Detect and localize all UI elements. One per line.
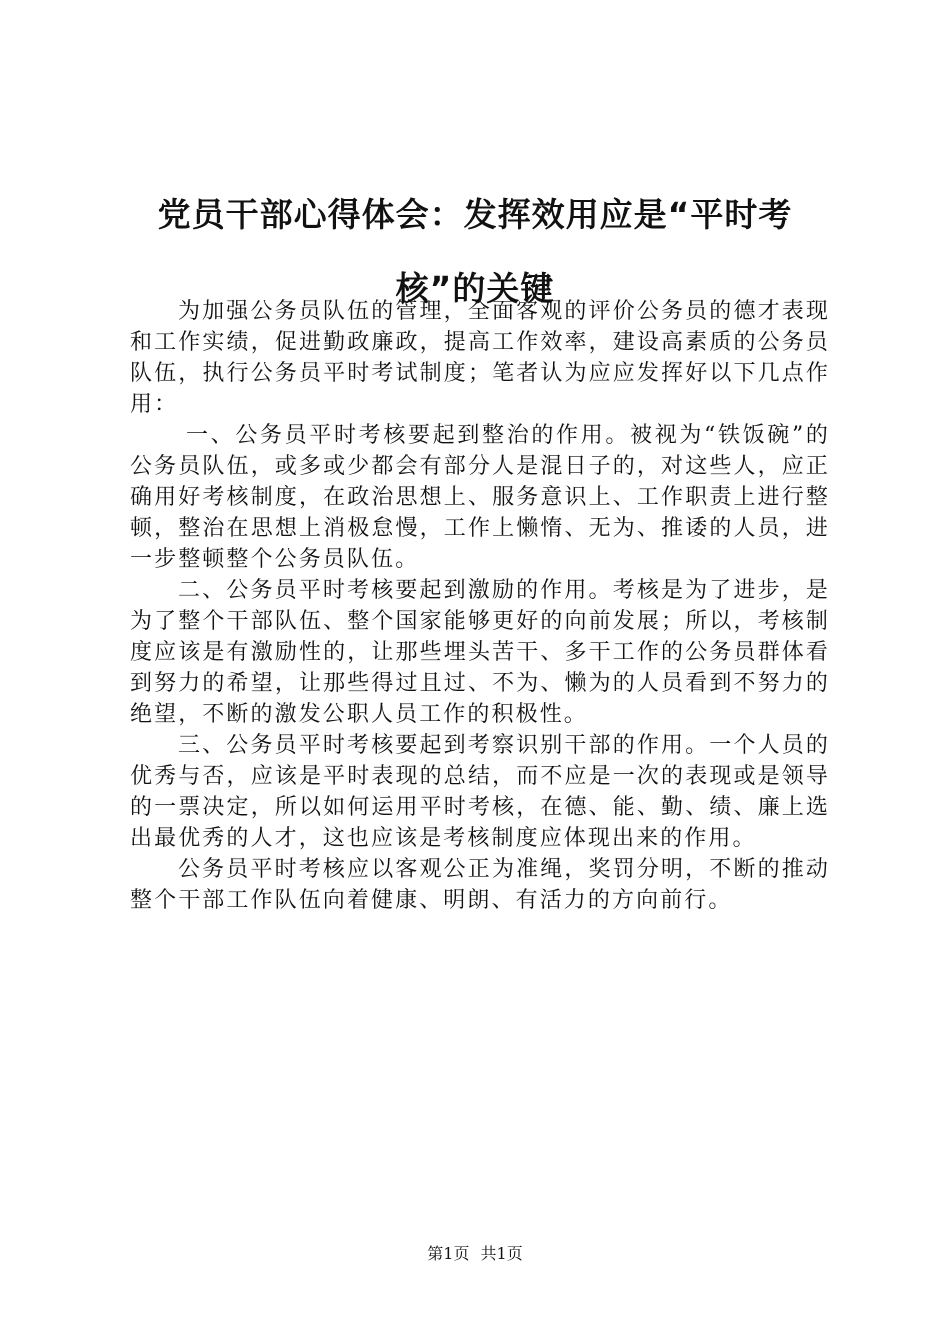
title-line-2: 核”的关键: [395, 269, 555, 308]
paragraph-point-2: 二、公务员平时考核要起到激励的作用。考核是为了进步，是为了整个干部队伍、整个国家能够更好的向前发展；所以，考核制度应该是有激励性的，让那些埋头苦干、多干工作的公务员群体看到努力的希望，让那些得过且过、不为、懒为的人员看到不努力的绝望，不断的激发公职人员工作的积极性。: [130, 578, 830, 727]
paragraph-intro: 为加强公务员队伍的管理，全面客观的评价公务员的德才表现和工作实绩，促进勤政廉政，提高工作效率，建设高素质的公务员队伍，执行公务员平时考试制度；笔者认为应应发挥好以下几点作用：: [130, 299, 830, 417]
paragraph-point-1: 一、公务员平时考核要起到整治的作用。被视为“铁饭碗”的公务员队伍，或多或少都会有部分人是混日子的，对这些人，应正确用好考核制度，在政治思想上、服务意识上、工作职责上进行整顿，整治在思想上消极怠慢，工作上懒惰、无为、推诿的人员，进一步整顿整个公务员队伍。: [130, 423, 830, 572]
paragraph-conclusion: 公务员平时考核应以客观公正为准绳，奖罚分明，不断的推动整个干部工作队伍向着健康、明朗、有活力的方向前行。: [130, 857, 830, 913]
page-footer: [0, 1244, 950, 1264]
page-total: 共1页: [480, 1244, 523, 1263]
paragraph-point-3: 三、公务员平时考核要起到考察识别干部的作用。一个人员的优秀与否，应该是平时表现的总结，而不应是一次的表现或是领导的一票决定，所以如何运用平时考核，在德、能、勤、绩、廉上选出最优秀的人才，这也应该是考核制度应体现出来的作用。: [130, 733, 830, 851]
document-body: [130, 296, 830, 916]
page-number: 第1页: [427, 1244, 470, 1263]
title-line-1: 党员干部心得体会：发挥效用应是“平时考: [157, 195, 793, 234]
